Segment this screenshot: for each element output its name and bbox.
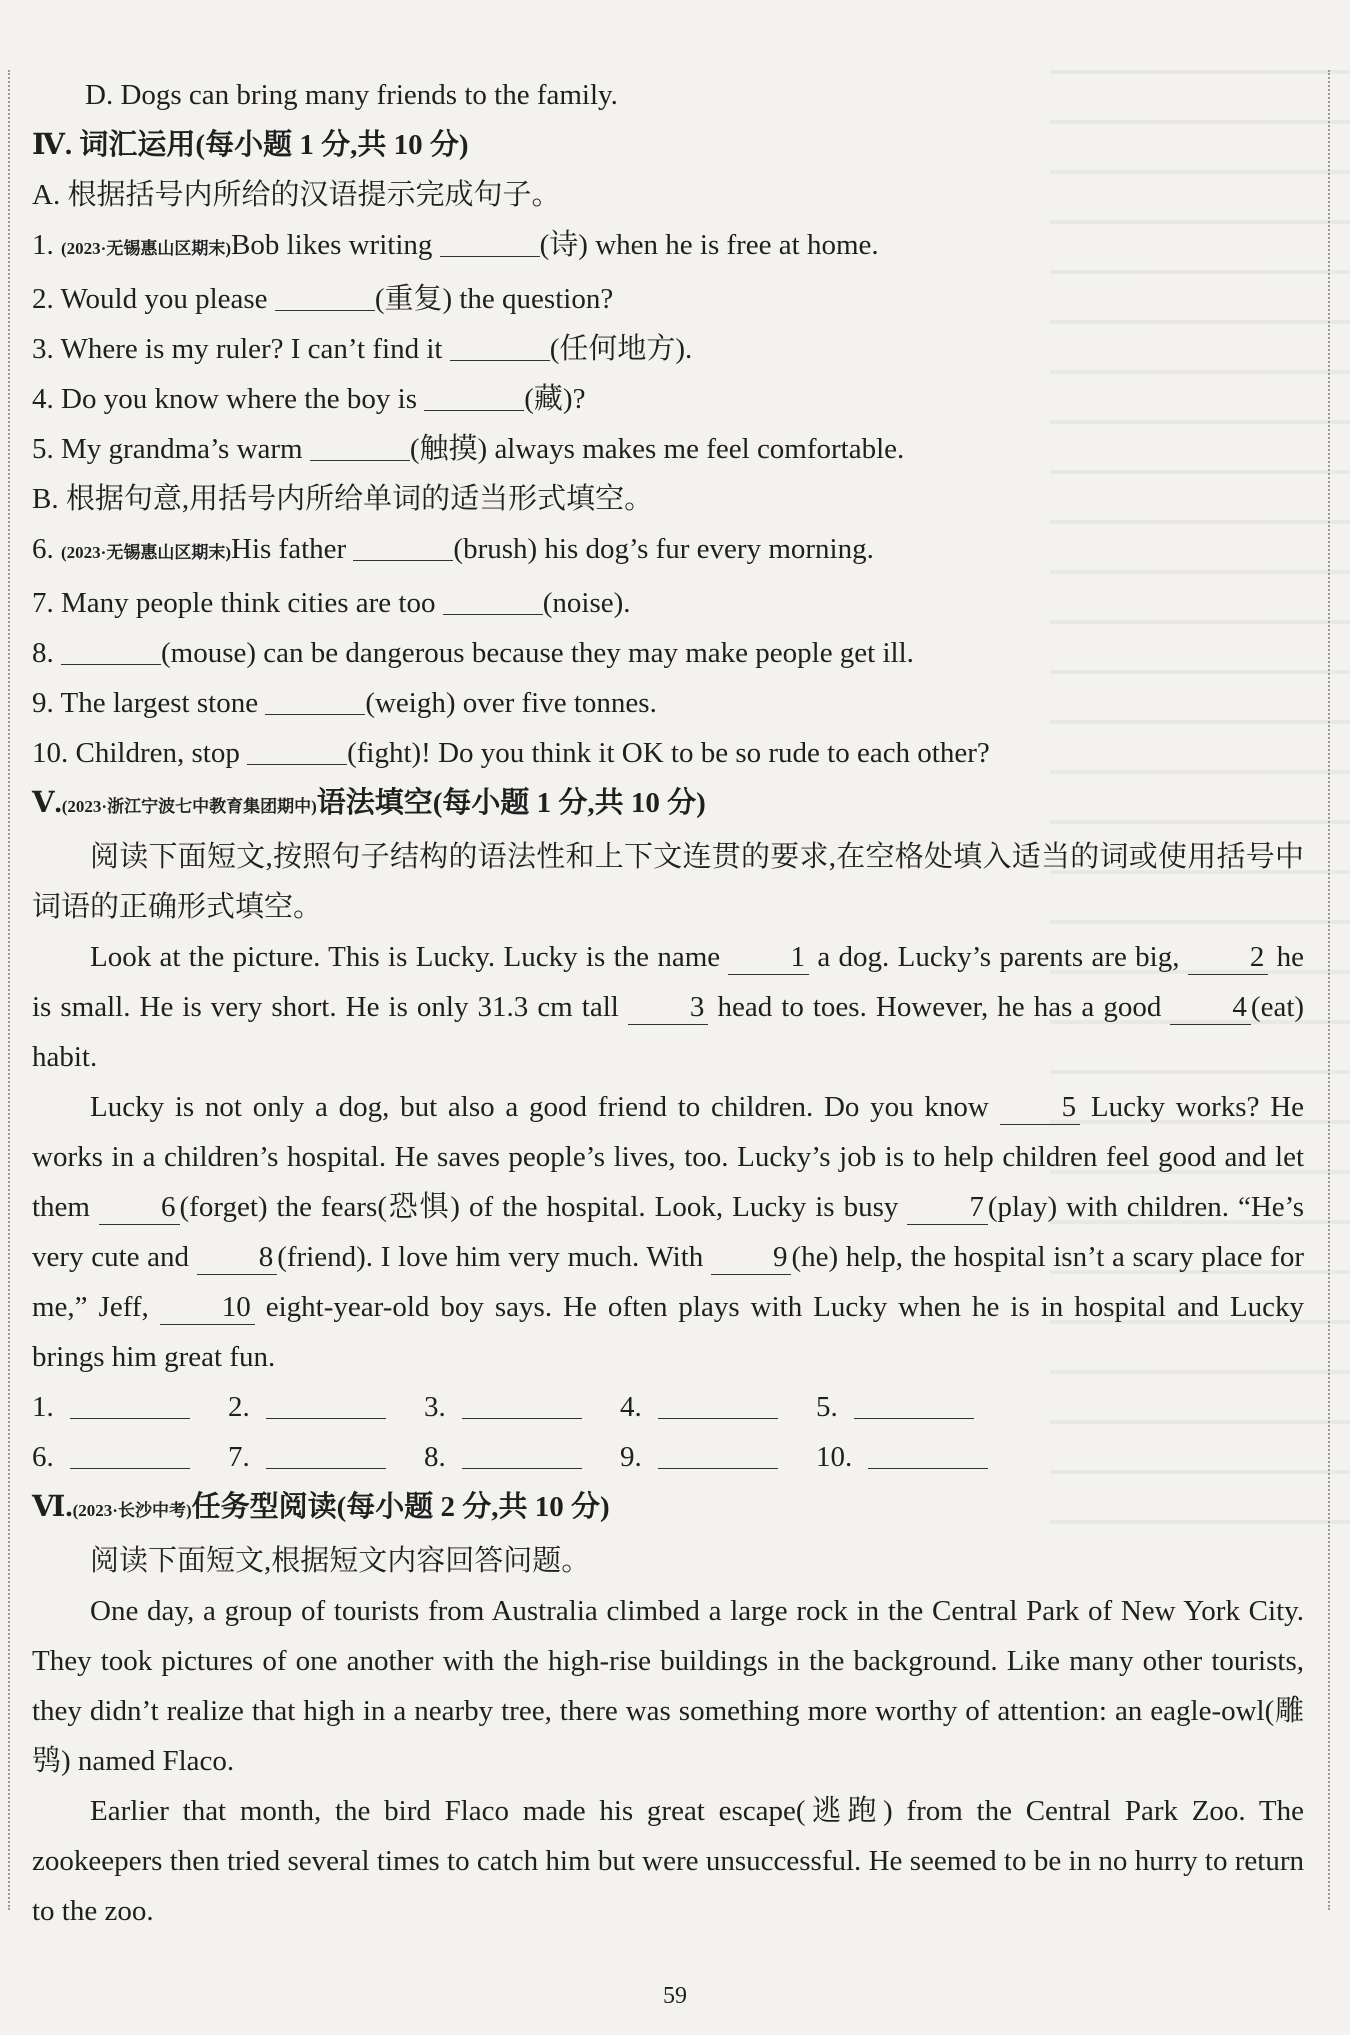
vocab-item: 9. The largest stone (weigh) over five tonnes. xyxy=(32,687,657,719)
answer-line[interactable] xyxy=(658,1390,778,1419)
section-4-items-b xyxy=(32,524,1304,778)
answer-line[interactable] xyxy=(70,1440,190,1469)
numbered-blank[interactable]: 2 xyxy=(1188,940,1269,975)
answer-row xyxy=(32,1382,1304,1432)
page-content xyxy=(32,70,1304,1936)
section-6-heading: Ⅵ.(2023·长沙中考)任务型阅读(每小题 2 分,共 10 分) xyxy=(32,1491,610,1523)
numbered-blank[interactable]: 8 xyxy=(197,1240,278,1275)
section-6-instruction: 阅读下面短文,根据短文内容回答问题。 xyxy=(90,1545,591,1577)
answer-cell: 7. xyxy=(228,1432,424,1482)
answer-cell: 8. xyxy=(424,1432,620,1482)
answer-line[interactable] xyxy=(462,1390,582,1419)
answer-blank[interactable] xyxy=(440,228,540,257)
vocab-item: 5. My grandma’s warm (触摸) always makes me feel comfortable. xyxy=(32,433,905,465)
section-4-heading: Ⅳ. 词汇运用(每小题 1 分,共 10 分) xyxy=(32,129,469,161)
section-5-instruction: 阅读下面短文,按照句子结构的语法性和上下文连贯的要求,在空格处填入适当的词或使用括号中词语的正确形式填空。 xyxy=(32,841,1304,923)
answer-blank[interactable] xyxy=(450,332,550,361)
section-5-heading: Ⅴ.(2023·浙江宁波七中教育集团期中)语法填空(每小题 1 分,共 10 分) xyxy=(32,787,706,819)
section-5-paragraph-2: Lucky is not only a dog, but also a good friend to children. Do you know 5 Lucky works? He works in a children’s hospital. He saves people’s lives, too. Lucky’s job is to help children feel good and let them 6 (forget) the fears(恐惧) of the hospital. Look, Lucky is busy 7 (play) with children. “He’s very cute and 8 (friend). I love him very much. With 9 (he) help, the hospital isn’t a scary place for me,” Jeff, 10 eight-year-old boy says. He often plays with Lucky when he is in hospital and Lucky brings him great fun. xyxy=(32,1091,1305,1373)
answer-blank[interactable] xyxy=(275,282,375,311)
option-d: D. Dogs can bring many friends to the family. xyxy=(85,79,618,111)
section-6-paragraph-2: Earlier that month, the bird Flaco made his great escape(逃跑) from the Central Park Zoo. The zookeepers then tried several times to catch him but were unsuccessful. He seemed to be in no hurry to return to the zoo. xyxy=(32,1795,1304,1927)
answer-line[interactable] xyxy=(70,1390,190,1419)
page-number: 59 xyxy=(663,1983,687,2009)
answer-cell: 6. xyxy=(32,1432,228,1482)
numbered-blank[interactable]: 1 xyxy=(728,940,809,975)
answer-line[interactable] xyxy=(462,1440,582,1469)
answer-cell: 9. xyxy=(620,1432,816,1482)
section-6-paragraph-1: One day, a group of tourists from Australia climbed a large rock in the Central Park of New York City. They took pictures of one another with the high-rise buildings in the background. Like many other tourists, they didn’t realize that high in a nearby tree, there was something more worthy of attention: an eagle-owl(雕鸮) named Flaco. xyxy=(32,1595,1304,1777)
right-margin-rule xyxy=(1328,70,1330,1910)
section-5-paragraph-1: Look at the picture. This is Lucky. Lucky is the name 1 a dog. Lucky’s parents are big, 2 he is small. He is very short. He is only 31.3 cm tall 3 head to toes. However, he has a good 4 (eat) habit. xyxy=(32,941,1305,1073)
vocab-item: 8. (mouse) can be dangerous because they may make people get ill. xyxy=(32,637,914,669)
answer-cell: 1. xyxy=(32,1382,228,1432)
answer-line[interactable] xyxy=(868,1440,988,1469)
answer-blank[interactable] xyxy=(61,636,161,665)
source-tag: (2023·无锡惠山区期末) xyxy=(61,543,231,562)
vocab-item: 3. Where is my ruler? I can’t find it (任何地方). xyxy=(32,333,693,365)
vocab-item: 10. Children, stop (fight)! Do you think it OK to be so rude to each other? xyxy=(32,737,990,769)
answer-line[interactable] xyxy=(658,1440,778,1469)
answer-blank[interactable] xyxy=(265,686,365,715)
answer-line[interactable] xyxy=(266,1390,386,1419)
section-4-items-a xyxy=(32,220,1304,474)
source-tag: (2023·无锡惠山区期末) xyxy=(61,239,231,258)
answer-blank[interactable] xyxy=(247,736,347,765)
vocab-item: 7. Many people think cities are too (noise). xyxy=(32,587,631,619)
numbered-blank[interactable]: 7 xyxy=(907,1190,988,1225)
answer-line[interactable] xyxy=(854,1390,974,1419)
answer-row xyxy=(32,1432,1304,1482)
numbered-blank[interactable]: 9 xyxy=(711,1240,792,1275)
left-margin-rule xyxy=(8,70,10,1910)
vocab-item: 2. Would you please (重复) the question? xyxy=(32,283,614,315)
source-tag: (2023·浙江宁波七中教育集团期中) xyxy=(61,797,317,816)
answer-cell: 10. xyxy=(816,1432,1012,1482)
vocab-item: 6. (2023·无锡惠山区期末)His father (brush) his dog’s fur every morning. xyxy=(32,533,874,565)
numbered-blank[interactable]: 5 xyxy=(1000,1090,1081,1125)
section-4-part-a: A. 根据括号内所给的汉语提示完成句子。 xyxy=(32,179,561,211)
numbered-blank[interactable]: 6 xyxy=(99,1190,180,1225)
answer-cell: 3. xyxy=(424,1382,620,1432)
answer-blank[interactable] xyxy=(310,432,410,461)
answer-cell: 4. xyxy=(620,1382,816,1432)
answer-blank[interactable] xyxy=(443,586,543,615)
source-tag: (2023·长沙中考) xyxy=(72,1501,192,1520)
vocab-item: 1. (2023·无锡惠山区期末)Bob likes writing (诗) when he is free at home. xyxy=(32,229,879,261)
section-4-part-b: B. 根据句意,用括号内所给单词的适当形式填空。 xyxy=(32,483,654,515)
answer-cell: 2. xyxy=(228,1382,424,1432)
numbered-blank[interactable]: 3 xyxy=(628,990,709,1025)
numbered-blank[interactable]: 10 xyxy=(160,1290,255,1325)
answer-cell: 5. xyxy=(816,1382,1012,1432)
answer-blank[interactable] xyxy=(424,382,524,411)
vocab-item: 4. Do you know where the boy is (藏)? xyxy=(32,383,586,415)
answer-line[interactable] xyxy=(266,1440,386,1469)
numbered-blank[interactable]: 4 xyxy=(1170,990,1251,1025)
answer-blank[interactable] xyxy=(353,532,453,561)
